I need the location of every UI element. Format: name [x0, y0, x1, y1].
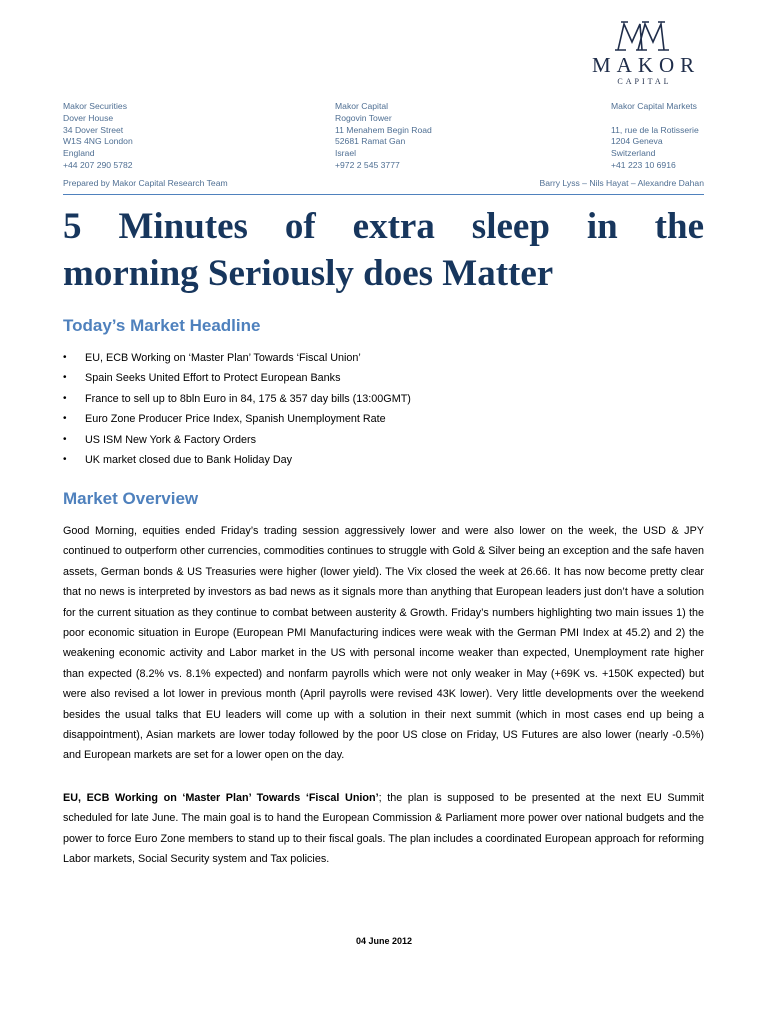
headline-list	[63, 350, 411, 472]
list-item: • Euro Zone Producer Price Index, Spanish Unemployment Rate	[63, 411, 411, 431]
address-line: 11 Menahem Begin Road	[335, 124, 432, 135]
address-block-markets	[611, 101, 699, 172]
address-line: 34 Dover Street	[63, 124, 124, 135]
address-line: Makor Capital	[335, 101, 389, 111]
address-line: Makor Securities	[63, 101, 127, 111]
list-item: • EU, ECB Working on ‘Master Plan’ Towards ‘Fiscal Union’	[63, 350, 411, 370]
fiscal-union-paragraph	[63, 788, 704, 870]
headline-heading: Today’s Market Headline	[63, 316, 261, 335]
address-line: +44 207 290 5782	[63, 159, 133, 170]
logo-subtitle: CAPITAL	[617, 77, 672, 86]
address-line: Makor Capital Markets	[611, 101, 697, 111]
address-line: England	[63, 148, 95, 159]
address-block-capital	[335, 101, 432, 172]
paragraph-body: ; the plan is supposed to be presented at the next EU Summit scheduled for late June. The main goal is to hand the European Commission & Parliament more power over national budgets and the power to force Euro Zone members to stand up to their fiscal goals. The plan includes a coordinated European approach for reforming Labor markets, Social Security system and Tax policies.	[63, 792, 704, 866]
makor-logo	[586, 20, 700, 88]
address-line: W1S 4NG London	[63, 136, 133, 147]
address-block-securities	[63, 101, 133, 172]
address-line: 1204 Geneva	[611, 136, 663, 147]
address-line: +972 2 545 3777	[335, 159, 400, 170]
authors: Barry Lyss – Nils Hayat – Alexandre Dahan	[539, 178, 704, 188]
address-line: Switzerland	[611, 148, 656, 159]
title-line-1: 5 Minutes of extra sleep in the	[63, 206, 704, 247]
prepared-by-row	[63, 178, 704, 188]
logo-wordmark: MAKOR	[592, 53, 701, 77]
title-line-2: morning Seriously does Matter	[63, 253, 554, 294]
address-line: +41 223 10 6916	[611, 159, 676, 170]
document-title	[63, 203, 704, 297]
paragraph-lead: EU, ECB Working on ‘Master Plan’ Towards ‘Fiscal Union’	[63, 792, 379, 804]
list-item: • France to sell up to 8bln Euro in 84, 175 & 357 day bills (13:00GMT)	[63, 391, 411, 411]
address-line: 52681 Ramat Gan	[335, 136, 406, 147]
makor-monogram-icon	[612, 20, 674, 52]
address-line: Israel	[335, 148, 357, 159]
address-line: Dover House	[63, 112, 114, 123]
address-line: 11, rue de la Rotisserie	[611, 124, 699, 135]
header-divider	[63, 194, 704, 195]
overview-paragraph: Good Morning, equities ended Friday’s trading session aggressively lower and were also lower on the week, the USD & JPY continued to outperform other currencies, commodities continues to struggle with Gold & Silver being an exception and the safe haven assets, German bonds & US Treasuries were higher (lower yield). The Vix closed the week at 26.66. It has now become pretty clear that no news is interpreted by investors as bad news as it signals more than anything that European leaders just don’t have a solution for the current situation as they continue to combat between austerity & Growth. Friday’s numbers highlighting two main issues 1) the poor economic situation in Europe (European PMI Manufacturing indices were weak with the German PMI Index at 45.2) and 2) the weakening economic activity and Labor market in the US with personal income weaker than expected, Unemployment rate higher than expected (8.2% vs. 8.1% expected) and nonfarm payrolls which were not only weaker in May (+69K vs. +150K expected) but were also revised a lot lower in previous month (April payrolls were revised 43K lower). Very little developments over the weekend besides the usual talks that EU leaders will come up with a solution in their next summit (which in most cases end up being a disappointment), Asian markets are lower today followed by the poor US close on Friday, US Futures are also lower (nearly -0.5%) and European markets are set for a lower open on the day.	[63, 525, 704, 762]
address-line: Rogovin Tower	[335, 112, 392, 123]
overview-heading: Market Overview	[63, 489, 199, 508]
list-item: • US ISM New York & Factory Orders	[63, 432, 411, 452]
list-item: • UK market closed due to Bank Holiday Day	[63, 452, 411, 472]
prepared-by: Prepared by Makor Capital Research Team	[63, 178, 228, 188]
list-item: • Spain Seeks United Effort to Protect European Banks	[63, 370, 411, 390]
footer-date: 04 June 2012	[355, 936, 413, 946]
address-line	[611, 113, 699, 125]
